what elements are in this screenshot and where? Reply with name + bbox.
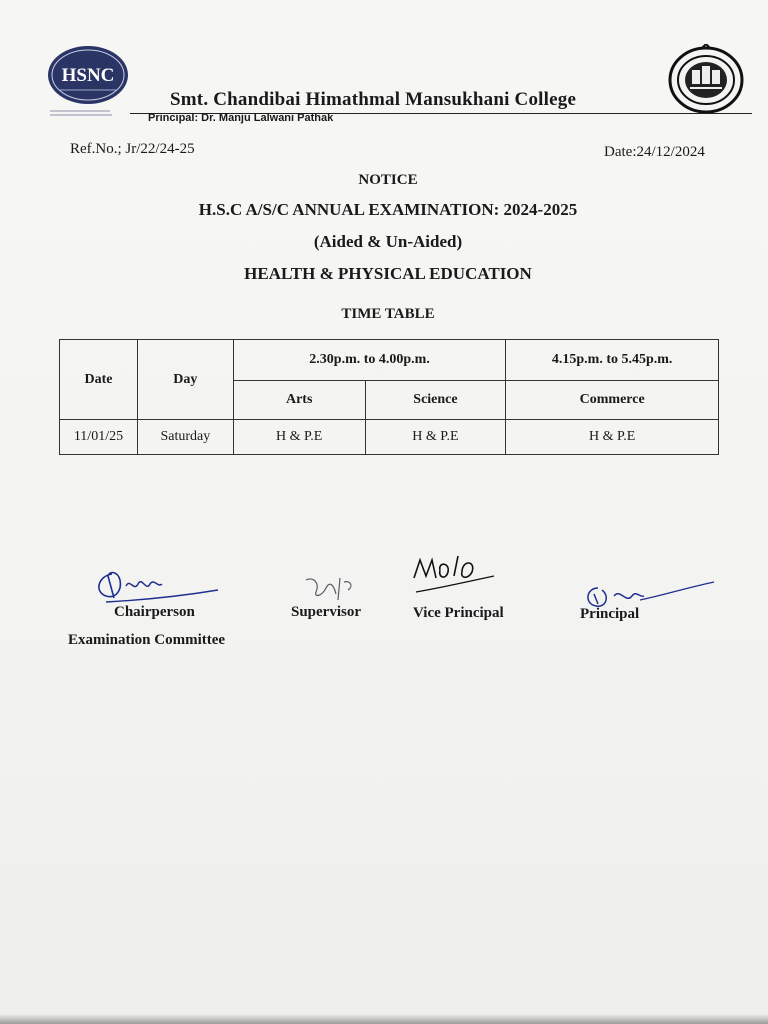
page-edge-shadow <box>0 1014 768 1024</box>
aided-subtitle: (Aided & Un-Aided) <box>313 232 463 251</box>
chairperson-label: Chairperson <box>114 604 195 620</box>
notice-heading: NOTICE <box>358 172 418 188</box>
subject-heading: HEALTH & PHYSICAL EDUCATION <box>244 264 532 283</box>
cell-date: 11/01/25 <box>60 420 138 455</box>
principal-label: Principal <box>580 606 640 622</box>
cell-science: H & P.E <box>365 420 506 455</box>
vice-principal-label: Vice Principal <box>413 605 504 621</box>
cell-day: Saturday <box>137 420 233 455</box>
principal-name: Principal: Dr. Manju Lalwani Pathak <box>148 112 334 124</box>
header-science: Science <box>365 381 506 420</box>
supervisor-signature <box>300 570 366 606</box>
time-table <box>59 339 719 455</box>
college-seal <box>668 44 744 114</box>
supervisor-label: Supervisor <box>291 604 362 620</box>
vice-principal-signature <box>410 548 496 600</box>
header-date: Date <box>60 340 138 420</box>
notice-date: Date:24/12/2024 <box>604 144 705 160</box>
table-row <box>60 420 719 455</box>
header-slot-1: 2.30p.m. to 4.00p.m. <box>233 340 506 381</box>
hsnc-logo <box>46 44 130 106</box>
logo-tagline-mark <box>48 108 114 118</box>
header-commerce: Commerce <box>506 381 719 420</box>
cell-arts: H & P.E <box>233 420 365 455</box>
svg-text:HSNC: HSNC <box>61 65 115 86</box>
header-arts: Arts <box>233 381 365 420</box>
college-name: Smt. Chandibai Himathmal Mansukhani College <box>170 89 577 110</box>
cell-commerce: H & P.E <box>506 420 719 455</box>
exam-title: H.S.C A/S/C ANNUAL EXAMINATION: 2024-2025 <box>198 200 578 219</box>
header-day: Day <box>137 340 233 420</box>
header-slot-2: 4.15p.m. to 5.45p.m. <box>506 340 719 381</box>
committee-label: Examination Committee <box>68 632 226 648</box>
time-table-heading: TIME TABLE <box>341 306 435 322</box>
reference-number: Ref.No.; Jr/22/24-25 <box>70 141 195 157</box>
chairperson-signature <box>92 562 222 606</box>
